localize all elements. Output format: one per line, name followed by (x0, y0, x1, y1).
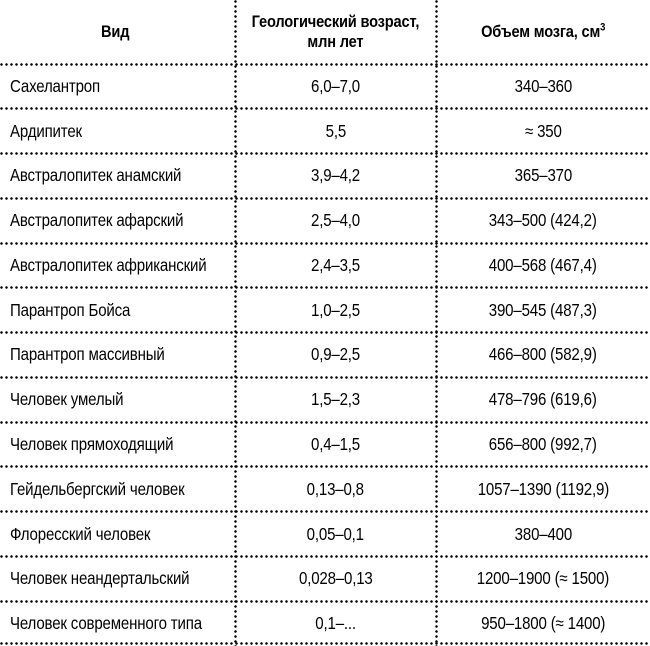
table-row (0, 198, 650, 243)
volume-cell: 950–1800 (≈ 1400) (480, 613, 606, 634)
table-row (0, 422, 650, 467)
header-age-label: Геологический возраст, млн лет (251, 11, 420, 51)
species-cell: Австралопитек анамский (10, 165, 182, 186)
table-row (0, 243, 650, 288)
volume-cell: 340–360 (514, 75, 572, 96)
age-cell: 1,0–2,5 (310, 299, 361, 320)
table-row (0, 556, 650, 601)
age-cell: 0,4–1,5 (310, 434, 361, 454)
age-cell: 0,1–... (315, 613, 356, 634)
table-row (0, 467, 650, 512)
header-volume (436, 0, 650, 64)
table-row (0, 377, 650, 422)
species-cell: Человек современного типа (10, 613, 202, 634)
table-row (0, 64, 650, 109)
volume-cell: 466–800 (582,9) (489, 344, 597, 365)
table-header-row (0, 0, 650, 64)
species-cell: Человек умелый (10, 389, 124, 410)
volume-cell: 380–400 (514, 523, 572, 544)
header-species (0, 0, 235, 64)
age-cell: 0,028–0,13 (298, 568, 373, 589)
species-cell: Человек неандертальский (10, 568, 190, 589)
table-row (0, 512, 650, 557)
table-row (0, 288, 650, 333)
volume-cell: 1057–1390 (1192,9) (477, 478, 609, 499)
age-cell: 6,0–7,0 (310, 75, 361, 96)
volume-cell: 1200–1900 (≈ 1500) (476, 568, 610, 589)
superscript-3: 3 (599, 21, 606, 34)
table-row (0, 154, 650, 199)
volume-cell: 656–800 (992,7) (489, 434, 597, 454)
table-row (0, 601, 650, 646)
header-volume-label: Объем мозга, $см^3$ (480, 21, 606, 41)
volume-cell: 400–568 (467,4) (489, 254, 597, 275)
table-row (0, 333, 650, 378)
volume-cell: 365–370 (514, 165, 572, 186)
age-cell: 5,5 (325, 120, 346, 141)
species-cell: Австралопитек африканский (10, 254, 207, 275)
species-cell: Ардипитек (10, 120, 82, 141)
species-cell: Флоресский человек (10, 523, 151, 544)
species-cell: Парантроп массивный (10, 344, 165, 365)
header-species-label: Вид (101, 21, 130, 41)
species-cell: Гейдельбергский человек (10, 478, 185, 499)
volume-cell: 478–796 (619,6) (489, 389, 597, 410)
age-cell: 0,05–0,1 (306, 523, 365, 544)
header-age (235, 0, 436, 64)
age-cell: 2,4–3,5 (310, 254, 361, 275)
volume-cell: 343–500 (424,2) (489, 210, 597, 231)
species-cell: Парантроп Бойса (10, 299, 131, 320)
species-cell: Человек прямоходящий (10, 434, 174, 454)
species-cell: Австралопитек афарский (10, 210, 184, 231)
volume-cell: ≈ 350 (524, 120, 562, 141)
age-cell: 3,9–4,2 (310, 165, 361, 186)
volume-cell: 390–545 (487,3) (489, 299, 597, 320)
age-cell: 0,9–2,5 (310, 344, 361, 365)
species-cell: Сахелантроп (10, 75, 100, 96)
age-cell: 1,5–2,3 (310, 389, 361, 410)
table-row (0, 109, 650, 154)
age-cell: 0,13–0,8 (306, 478, 365, 499)
age-cell: 2,5–4,0 (310, 210, 361, 231)
